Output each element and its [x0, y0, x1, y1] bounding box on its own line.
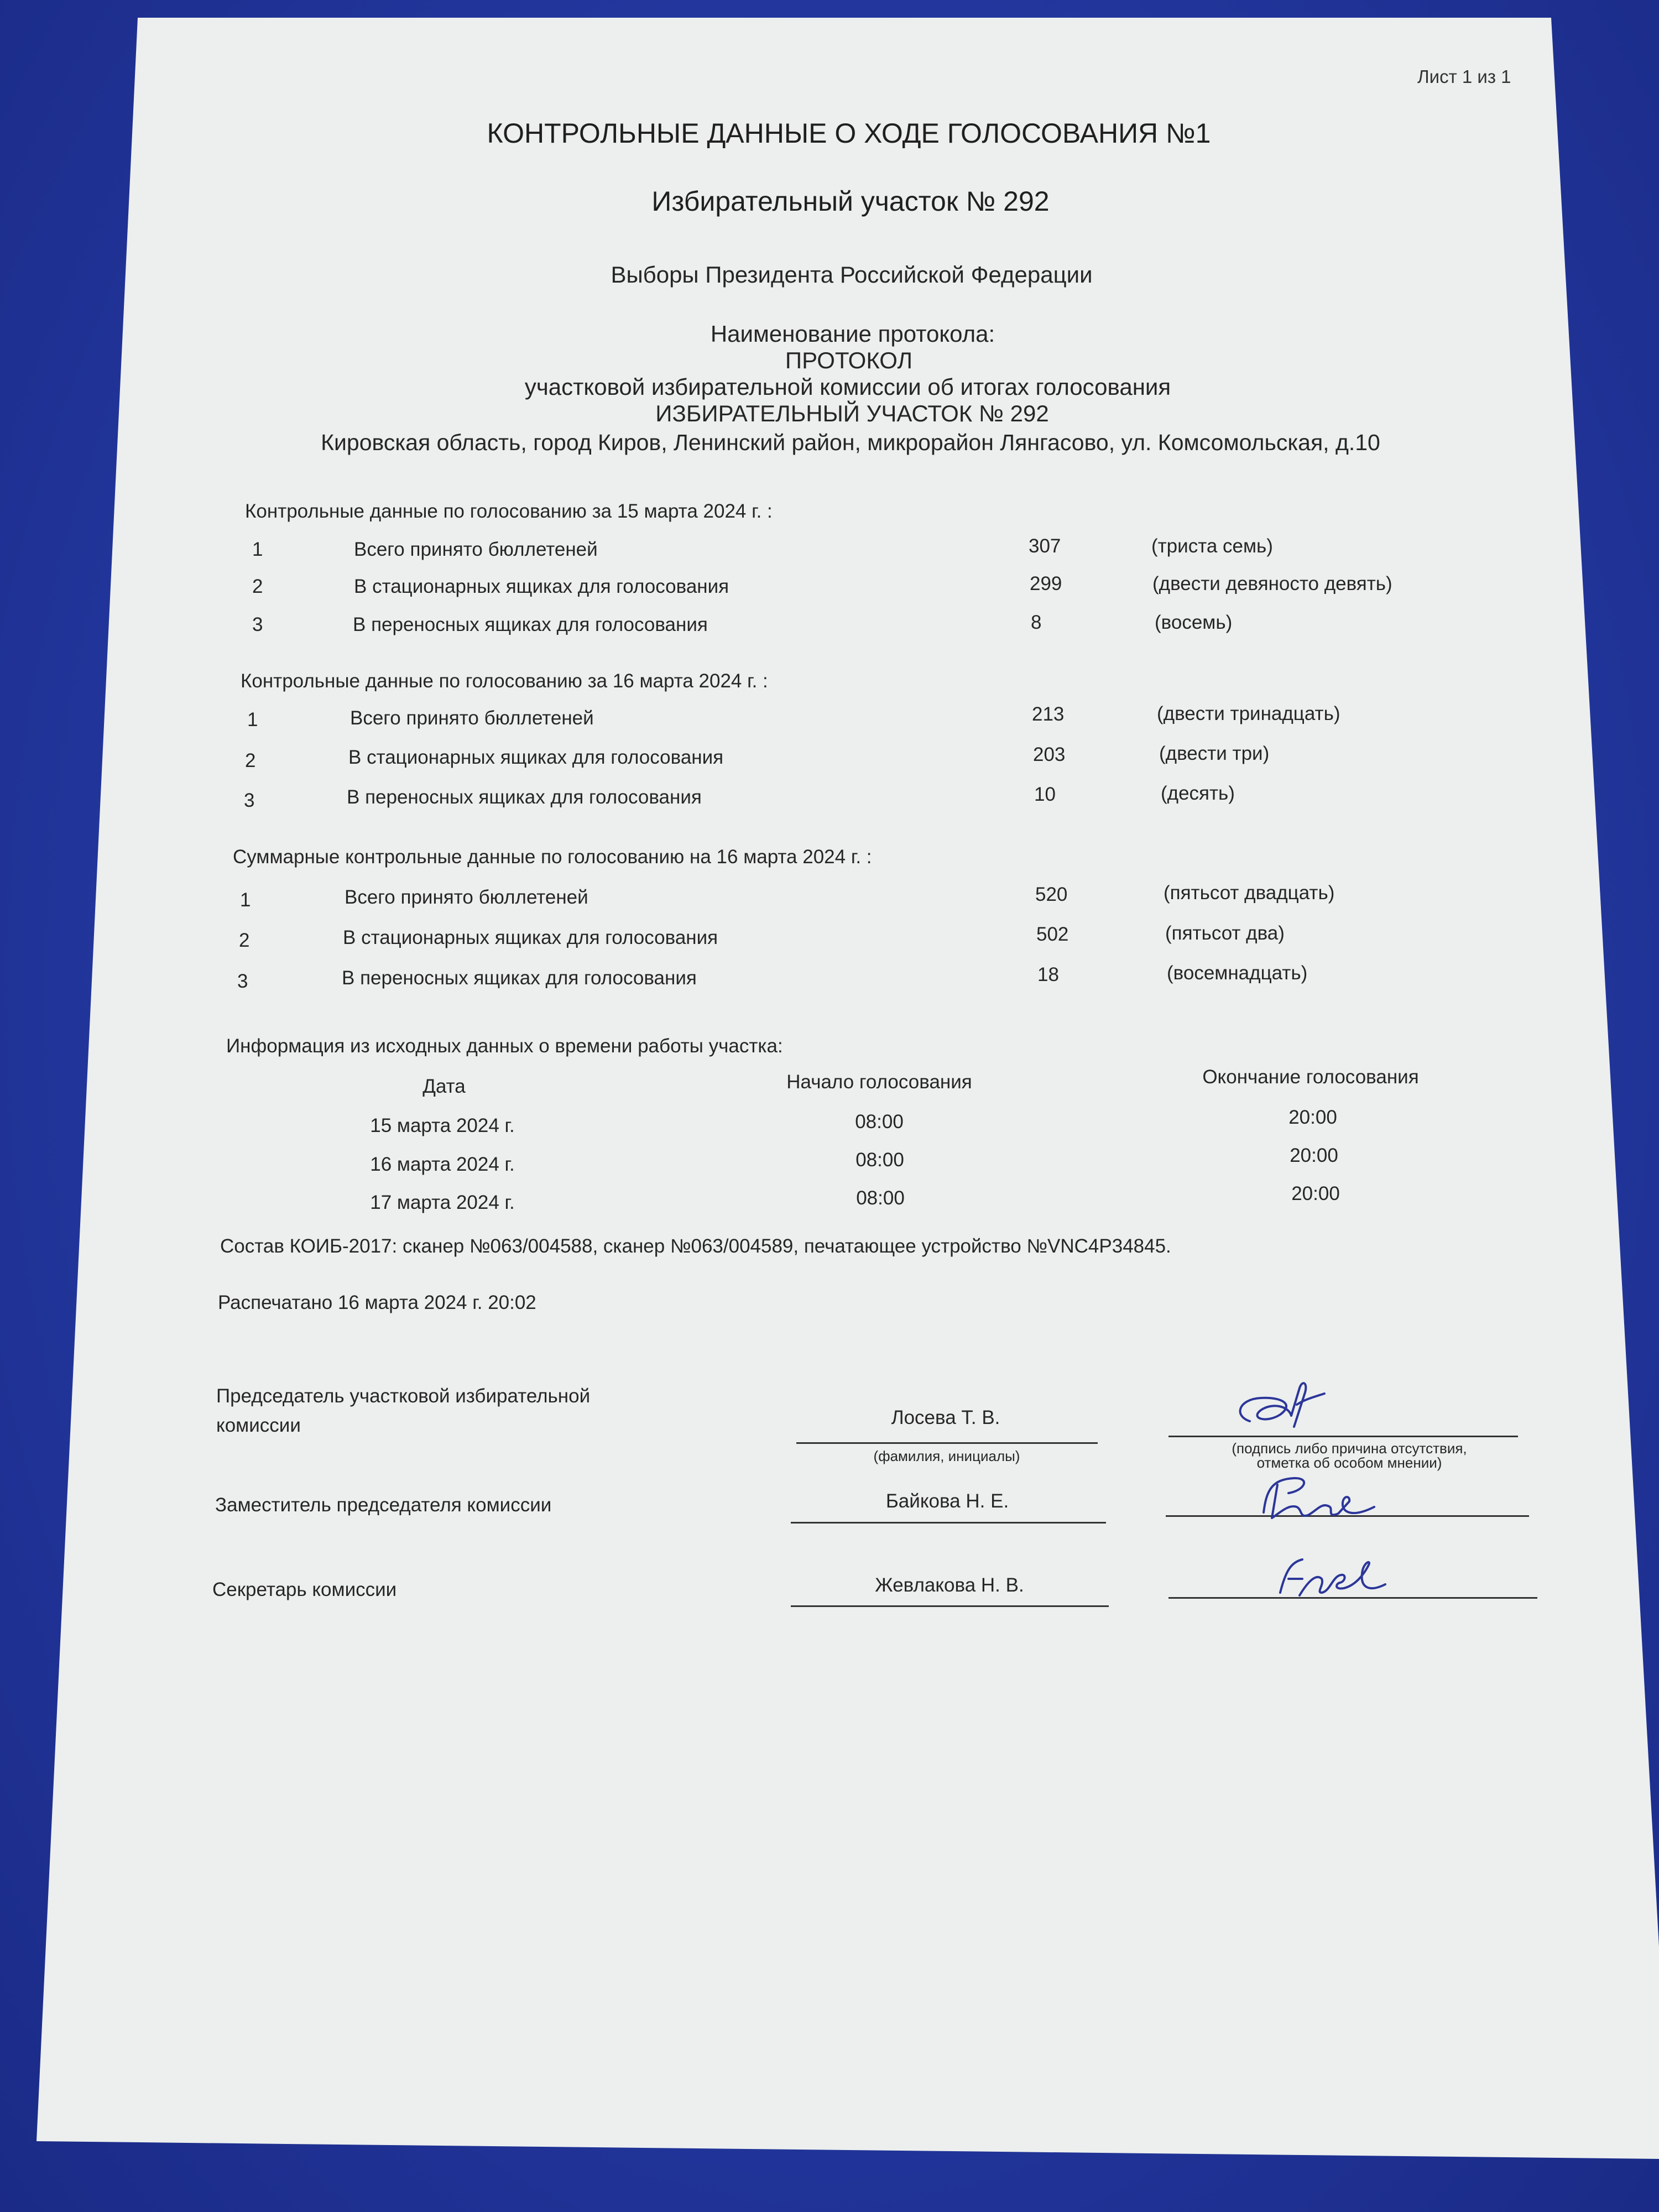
chair-role-line-2: комиссии	[216, 1415, 301, 1436]
schedule-end: 20:00	[1290, 1145, 1338, 1166]
row-label: В стационарных ящиках для голосования	[343, 927, 718, 948]
deputy-signature	[1255, 1468, 1383, 1529]
schedule-start: 08:00	[856, 1187, 905, 1209]
row-label: Всего принято бюллетеней	[350, 707, 594, 729]
schedule-start: 08:00	[855, 1111, 904, 1133]
row-number: 3	[244, 790, 255, 811]
secretary-name-line	[791, 1605, 1109, 1607]
sheet-number: Лист 1 из 1	[1417, 66, 1511, 87]
election-name: Выборы Президента Российской Федерации	[611, 262, 1093, 288]
precinct-address: Кировская область, город Киров, Ленинский район, микрорайон Лянгасово, ул. Комсомольская, д.10	[321, 430, 1380, 455]
row-value-words: (пятьсот двадцать)	[1164, 882, 1335, 904]
row-value-words: (двести девяносто девять)	[1152, 573, 1392, 594]
secretary-role: Секретарь комиссии	[212, 1579, 397, 1600]
row-value: 10	[1034, 784, 1056, 805]
precinct-title: Избирательный участок № 292	[651, 186, 1050, 217]
row-label: В стационарных ящиках для голосования	[354, 576, 729, 597]
row-value-words: (пятьсот два)	[1165, 922, 1285, 944]
signature-caption-line-1: (подпись либо причина отсутствия,	[1232, 1440, 1467, 1457]
protocol-name-label: Наименование протокола:	[710, 321, 995, 347]
chair-signature-line	[1168, 1436, 1518, 1437]
row-number: 3	[252, 614, 263, 635]
row-label: В переносных ящиках для голосования	[347, 786, 702, 808]
schedule-start: 08:00	[855, 1149, 904, 1171]
row-value: 520	[1035, 884, 1068, 905]
row-value-words: (десять)	[1161, 782, 1235, 804]
row-label: Всего принято бюллетеней	[345, 886, 588, 908]
row-label: Всего принято бюллетеней	[354, 539, 598, 560]
row-value-words: (двести три)	[1159, 743, 1270, 764]
schedule-date: 15 марта 2024 г.	[370, 1115, 515, 1136]
row-number: 2	[252, 576, 263, 597]
deputy-name-line	[791, 1522, 1106, 1524]
chair-role-line-1: Председатель участковой избирательной	[216, 1385, 591, 1407]
schedule-end: 20:00	[1291, 1183, 1340, 1204]
column-header-end: Окончание голосования	[1202, 1066, 1419, 1088]
secretary-name: Жевлакова Н. В.	[875, 1574, 1024, 1596]
document-title: КОНТРОЛЬНЫЕ ДАННЫЕ О ХОДЕ ГОЛОСОВАНИЯ №1	[487, 118, 1211, 149]
row-value-words: (двести тринадцать)	[1157, 703, 1340, 724]
row-label: В переносных ящиках для голосования	[353, 614, 708, 635]
schedule-end: 20:00	[1288, 1107, 1337, 1128]
deputy-role: Заместитель председателя комиссии	[215, 1494, 552, 1516]
protocol-line-3: ИЗБИРАТЕЛЬНЫЙ УЧАСТОК № 292	[655, 400, 1049, 426]
printed-timestamp: Распечатано 16 марта 2024 г. 20:02	[218, 1292, 536, 1313]
row-value: 8	[1031, 612, 1042, 633]
schedule-date: 16 марта 2024 г.	[370, 1154, 515, 1175]
row-value: 502	[1036, 924, 1069, 945]
row-value: 307	[1029, 535, 1061, 557]
chair-name: Лосева Т. В.	[891, 1407, 1000, 1428]
row-number: 1	[252, 539, 263, 560]
row-value: 213	[1032, 703, 1065, 725]
secretary-signature	[1269, 1548, 1391, 1609]
section-heading: Контрольные данные по голосованию за 15 марта 2024 г. :	[245, 500, 773, 522]
schedule-heading: Информация из исходных данных о времени работы участка:	[226, 1035, 783, 1057]
row-number: 2	[239, 930, 250, 951]
row-value-words: (восемнадцать)	[1167, 962, 1308, 984]
row-label: В стационарных ящиках для голосования	[348, 747, 724, 768]
row-label: В переносных ящиках для голосования	[342, 967, 697, 989]
row-value: 299	[1030, 573, 1062, 594]
column-header-start: Начало голосования	[786, 1071, 972, 1093]
row-value-words: (триста семь)	[1151, 535, 1273, 557]
row-number: 2	[245, 750, 256, 771]
section-heading: Контрольные данные по голосованию за 16 марта 2024 г. :	[241, 670, 768, 692]
equipment-info: Состав КОИБ-2017: сканер №063/004588, сканер №063/004589, печатающее устройство №VNC4P34845.	[220, 1235, 1171, 1257]
signature-caption-line-2: отметка об особом мнении)	[1256, 1454, 1442, 1471]
row-number: 3	[237, 971, 248, 992]
deputy-name: Байкова Н. Е.	[885, 1490, 1009, 1512]
section-heading: Суммарные контрольные данные по голосованию на 16 марта 2024 г. :	[233, 846, 872, 868]
protocol-line-2: участковой избирательной комиссии об итогах голосования	[524, 374, 1171, 400]
row-value: 203	[1033, 744, 1066, 765]
chair-name-line	[796, 1442, 1098, 1444]
chair-signature	[1228, 1366, 1338, 1443]
column-header-date: Дата	[422, 1076, 466, 1097]
name-caption: (фамилия, инициалы)	[873, 1448, 1020, 1464]
row-value-words: (восемь)	[1155, 612, 1233, 633]
row-number: 1	[240, 889, 251, 911]
row-number: 1	[247, 709, 258, 731]
row-value: 18	[1037, 964, 1059, 985]
protocol-line-1: ПРОТОКОЛ	[785, 347, 913, 373]
schedule-date: 17 марта 2024 г.	[370, 1192, 515, 1213]
